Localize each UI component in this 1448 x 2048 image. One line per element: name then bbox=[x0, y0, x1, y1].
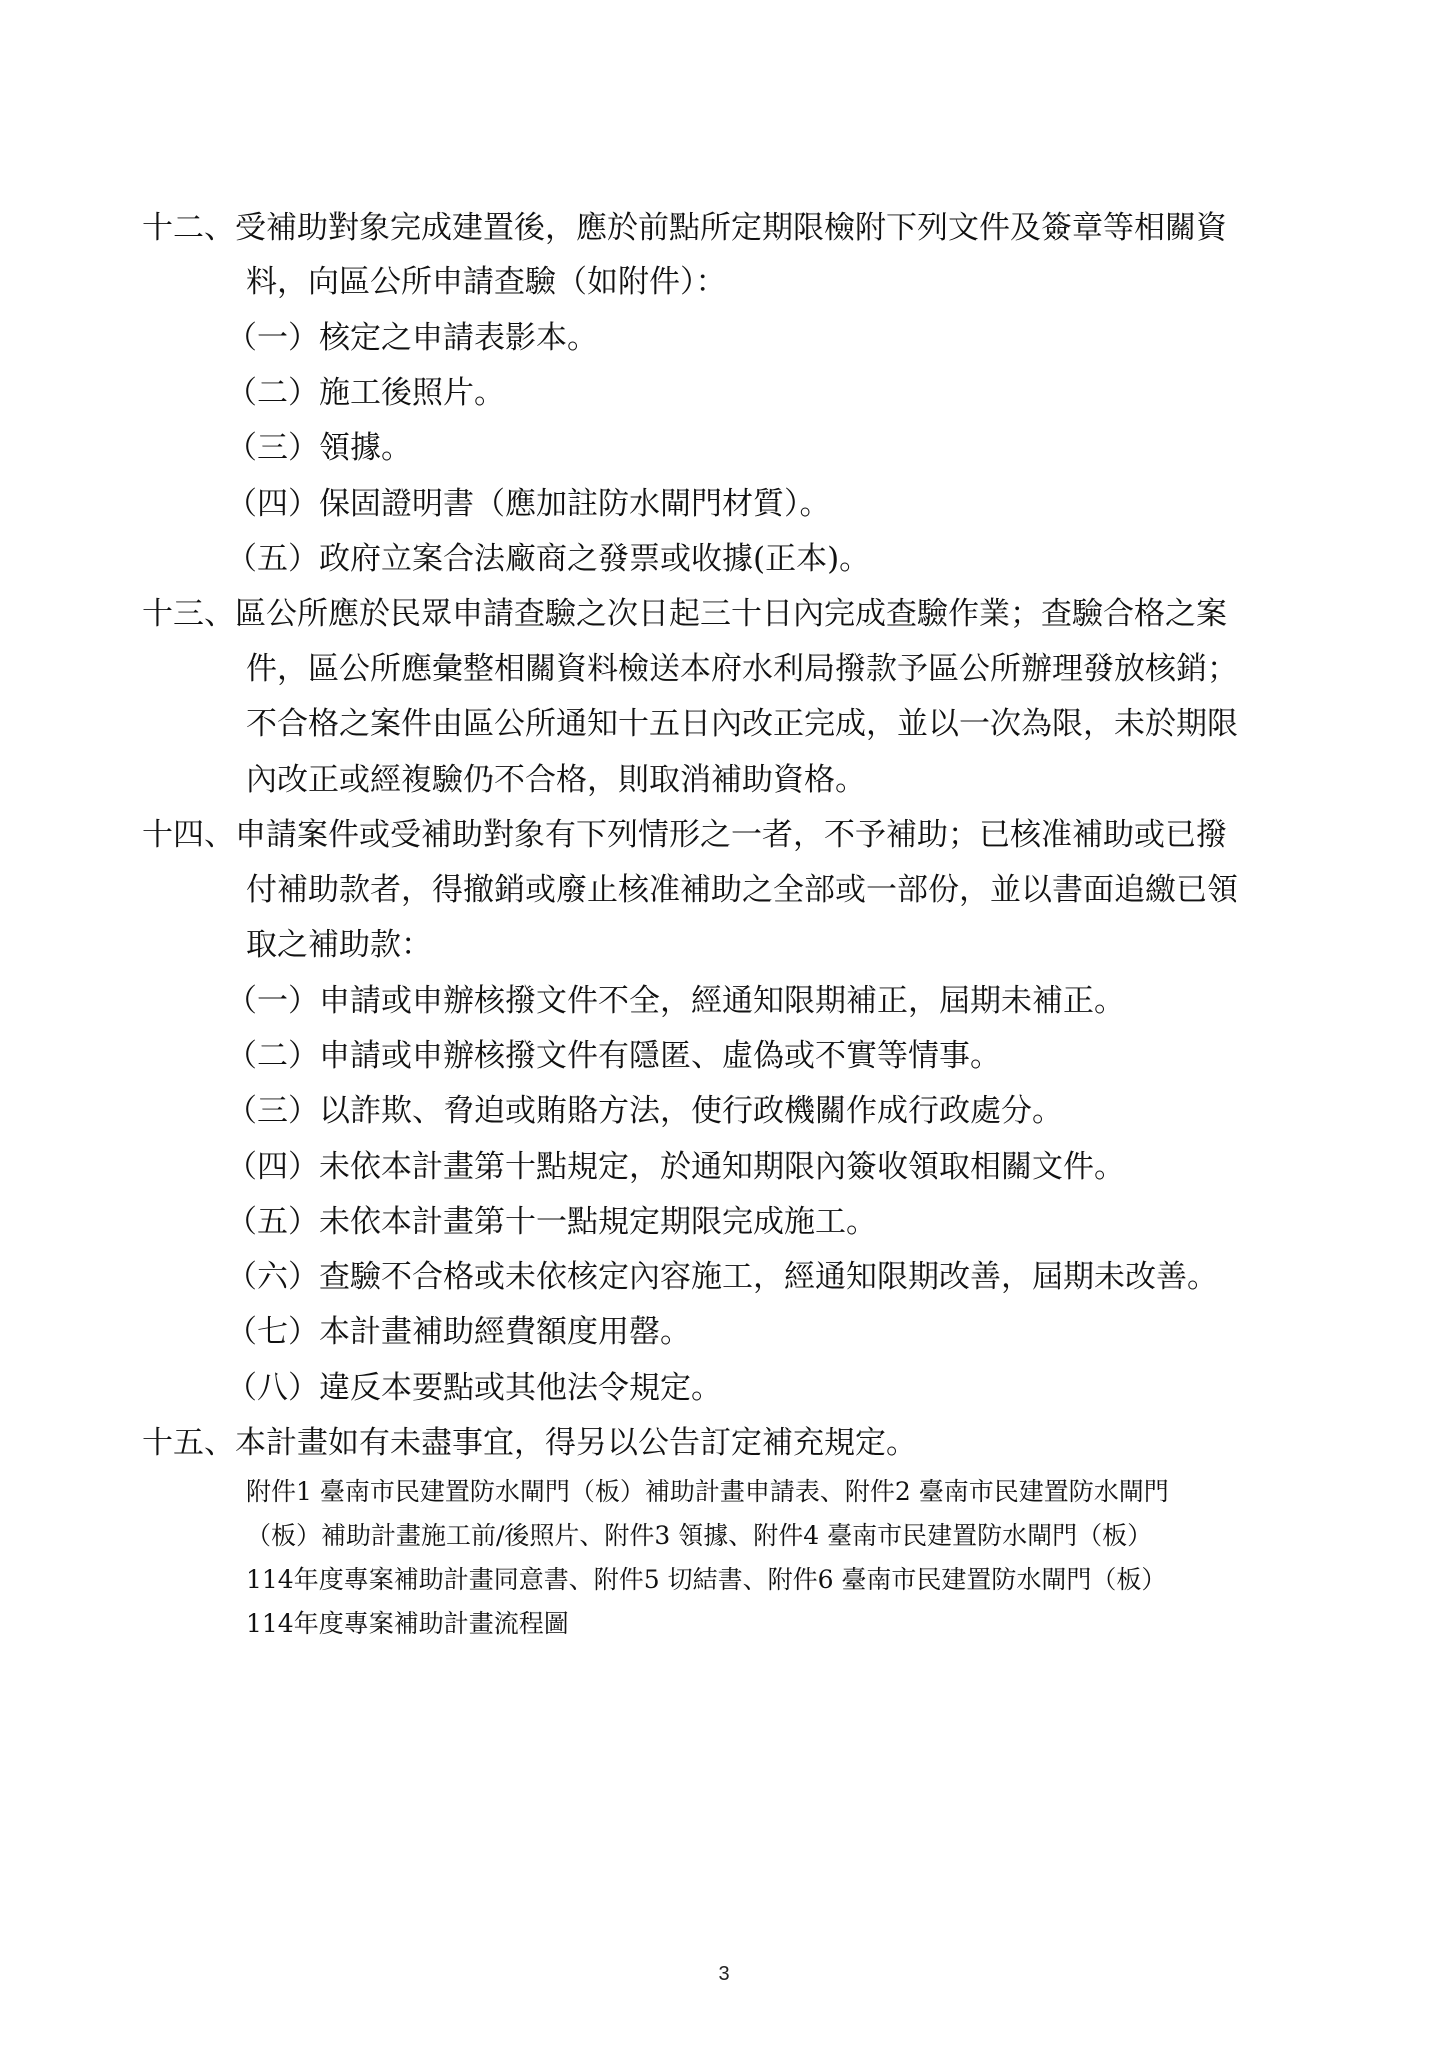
section-14-item-1: （一）申請或申辦核撥文件不全，經通知限期補正，屆期未補正。 bbox=[226, 983, 1125, 1019]
section-13-line-3: 不合格之案件由區公所通知十五日內改正完成，並以一次為限，未於期限 bbox=[246, 706, 1238, 742]
section-14-item-7: （七）本計畫補助經費額度用罄。 bbox=[226, 1314, 691, 1350]
section-14-item-6: （六）查驗不合格或未依核定內容施工，經通知限期改善，屆期未改善。 bbox=[226, 1259, 1218, 1295]
section-14-item-2: （二）申請或申辦核撥文件有隱匿、虛偽或不實等情事。 bbox=[226, 1038, 1001, 1074]
section-13-line-1: 十三、區公所應於民眾申請查驗之次日起三十日內完成查驗作業；查驗合格之案 bbox=[142, 596, 1227, 632]
section-13-line-4: 內改正或經複驗仍不合格，則取消補助資格。 bbox=[246, 762, 866, 798]
section-14-line-2: 付補助款者，得撤銷或廢止核准補助之全部或一部份，並以書面追繳已領 bbox=[246, 872, 1238, 908]
section-14-item-3: （三）以詐欺、脅迫或賄賂方法，使行政機關作成行政處分。 bbox=[226, 1093, 1063, 1129]
attachments-line-3: 114年度專案補助計畫同意書、附件5 切結書、附件6 臺南市民建置防水閘門（板） bbox=[246, 1565, 1167, 1594]
section-12-item-4: （四）保固證明書（應加註防水閘門材質）。 bbox=[226, 486, 831, 522]
section-12-item-5: （五）政府立案合法廠商之發票或收據(正本)。 bbox=[226, 541, 871, 577]
section-12-item-2: （二）施工後照片。 bbox=[226, 375, 505, 411]
attachments-line-1: 附件1 臺南市民建置防水閘門（板）補助計畫申請表、附件2 臺南市民建置防水閘門 bbox=[246, 1477, 1169, 1506]
section-14-item-8: （八）違反本要點或其他法令規定。 bbox=[226, 1370, 722, 1406]
section-14-line-1: 十四、申請案件或受補助對象有下列情形之一者，不予補助；已核准補助或已撥 bbox=[142, 817, 1227, 853]
section-14-item-4: （四）未依本計畫第十點規定，於通知期限內簽收領取相關文件。 bbox=[226, 1149, 1125, 1185]
section-12-item-3: （三）領據。 bbox=[226, 430, 412, 466]
page-number: 3 bbox=[718, 1963, 730, 1985]
section-12-line-2: 料，向區公所申請查驗（如附件）： bbox=[246, 264, 727, 300]
attachments-line-4: 114年度專案補助計畫流程圖 bbox=[246, 1609, 569, 1638]
section-14-line-3: 取之補助款： bbox=[246, 927, 432, 963]
attachments-line-2: （板）補助計畫施工前/後照片、附件3 領據、附件4 臺南市民建置防水閘門（板） bbox=[246, 1521, 1153, 1550]
section-15-line-1: 十五、本計畫如有未盡事宜，得另以公告訂定補充規定。 bbox=[142, 1425, 917, 1461]
section-12-line-1: 十二、受補助對象完成建置後，應於前點所定期限檢附下列文件及簽章等相關資 bbox=[142, 210, 1227, 246]
section-12-item-1: （一）核定之申請表影本。 bbox=[226, 320, 598, 356]
section-14-item-5: （五）未依本計畫第十一點規定期限完成施工。 bbox=[226, 1204, 877, 1240]
section-13-line-2: 件，區公所應彙整相關資料檢送本府水利局撥款予區公所辦理發放核銷； bbox=[246, 651, 1238, 687]
